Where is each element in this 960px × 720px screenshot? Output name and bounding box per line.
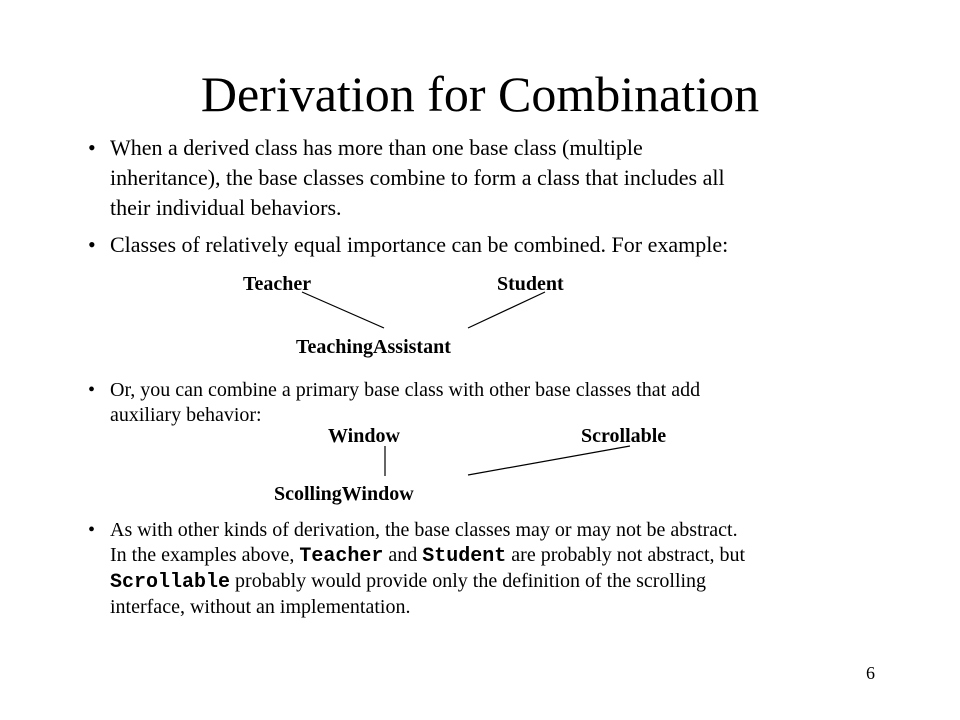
bullet-line: Or, you can combine a primary base class with other base classes that add [110,379,701,401]
bullet-marker: • [88,379,96,401]
text-run: probably would provide only the definition of the scrolling [230,570,707,592]
class-label-teachingassistant: TeachingAssistant [296,336,451,358]
class-label-window: Window [328,425,400,447]
bullet-marker: • [88,519,96,541]
bullet-marker: • [88,232,96,257]
code-scrollable: Scrollable [110,571,231,594]
class-label-scollingwindow: ScollingWindow [274,483,414,505]
page-number: 6 [866,663,875,683]
bullet-line: their individual behaviors. [110,195,342,220]
class-label-teacher: Teacher [243,273,312,295]
text-run: and [383,544,423,566]
link-scrollable-to-scollingwindow [468,446,630,475]
bullet-text [110,518,745,620]
class-label-scrollable: Scrollable [581,425,667,447]
bullet-line: auxiliary behavior: [110,404,262,426]
class-label-student: Student [497,273,564,295]
bullet-marker: • [88,135,96,160]
bullet-text [110,378,700,428]
bullet-line: interface, without an implementation. [110,596,411,618]
code-student: Student [422,545,507,568]
link-student-to-teachingassistant [468,292,545,328]
bullet-line [110,569,745,595]
code-teacher: Teacher [299,545,384,568]
bullet-line: inheritance), the base classes combine to form a class that includes all [110,165,725,190]
bullet-line: As with other kinds of derivation, the base classes may or may not be abstract. [110,519,738,541]
bullet-line: Classes of relatively equal importance can be combined. For example: [110,232,729,257]
text-run: are probably not abstract, but [506,544,746,566]
text-run: In the examples above, [110,544,300,566]
slide-title: Derivation for Combination [200,66,760,122]
bullet-line: When a derived class has more than one base class (multiple [110,135,643,160]
bullet-line [110,543,745,569]
link-teacher-to-teachingassistant [302,292,384,328]
